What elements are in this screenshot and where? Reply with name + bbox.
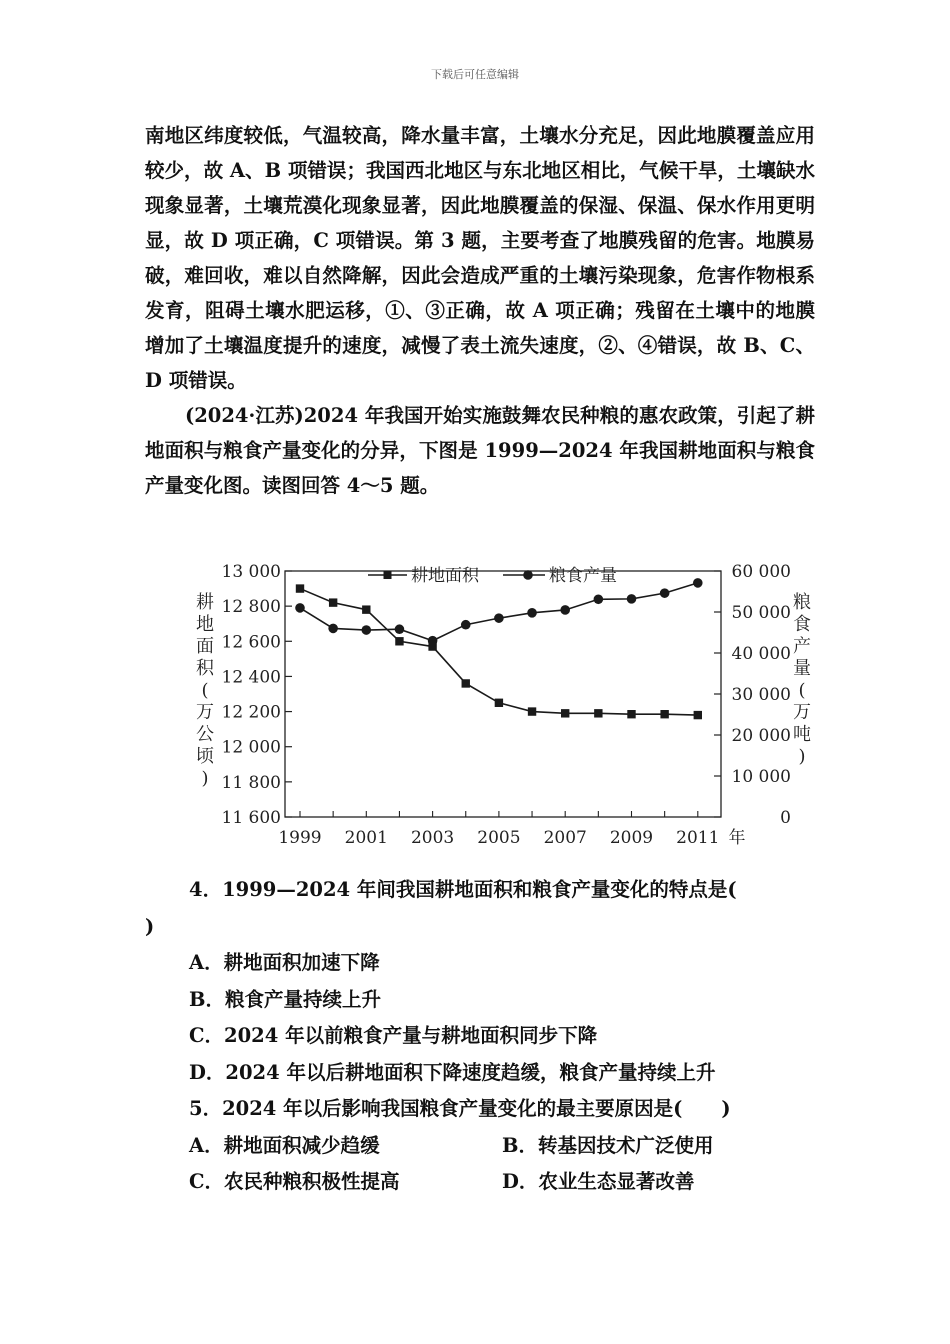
data-point-square: [528, 707, 536, 715]
x-axis-tick-label: 2003: [410, 828, 455, 848]
legend-label: 粮食产量: [549, 566, 617, 586]
left-axis-tick-label: 12 400: [221, 667, 281, 688]
right-axis-tick-label: 20 000: [731, 726, 791, 746]
data-point-circle: [627, 594, 637, 604]
left-axis-tick-label: 13 000: [221, 562, 281, 582]
data-point-square: [660, 710, 668, 718]
paragraph-intro: (2024·江苏)2024 年我国开始实施鼓舞农民种粮的惠农政策，引起了耕地面积与粮食产量变化的分异，下图是 1999—2024 年我国耕地面积与粮食产量变化图。读图回答 4～5 题。: [145, 404, 815, 497]
legend-label: 耕地面积: [411, 566, 479, 586]
left-axis-tick-label: 12 000: [221, 737, 281, 758]
right-axis-label: 粮食产量(万吨): [793, 592, 811, 767]
series-line-粮食产量: [300, 583, 698, 641]
data-point-square: [329, 598, 337, 606]
page-header: 下载后可任意编辑: [431, 68, 519, 81]
q4-option-b[interactable]: B．粮食产量持续上升: [189, 987, 381, 1011]
data-point-circle: [660, 588, 670, 598]
left-axis-tick-label: 11 800: [221, 772, 281, 793]
plot-frame: [285, 571, 721, 817]
line-chart: [185, 556, 811, 856]
paragraph-explanation: 南地区纬度较低，气温较高，降水量丰富，土壤水分充足，因此地膜覆盖应用较少，故 A、B 项错误；我国西北地区与东北地区相比，气候干旱，土壤缺水现象显著，土壤荒漠化现象显著，因此地膜覆盖的保湿、保温、保水作用更明显，故 D 项正确，C 项错误。第 3 题，主要考查了地膜残留的危害。地膜易破，难回收，难以自然降解，因此会造成严重的土壤污染现象，危害作物根系发育，阻碍土壤水肥运移，①、③正确，故 A 项正确；残留在土壤中的地膜增加了土壤温度提升的速度，减慢了表土流失速度，②、④错误，故 B、C、D 项错误。: [145, 124, 815, 392]
data-point-circle: [560, 605, 570, 615]
legend-marker-square: [384, 571, 392, 579]
x-axis-tick-label: 2011: [676, 828, 720, 848]
data-point-square: [694, 711, 702, 719]
x-axis-unit-label: 年: [728, 828, 746, 848]
questions: [145, 872, 815, 1201]
data-point-circle: [328, 624, 338, 634]
q5-option-d[interactable]: D．农业生态显著改善: [502, 1170, 695, 1193]
series-line-耕地面积: [300, 589, 698, 716]
right-axis-tick-label: 60 000: [731, 562, 791, 582]
q4-option-d[interactable]: D．2024 年以后耕地面积下降速度趋缓，粮食产量持续上升: [189, 1060, 716, 1084]
q5-option-a[interactable]: A．耕地面积减少趋缓: [189, 1133, 380, 1157]
right-axis-tick-label: 0: [780, 808, 791, 828]
right-axis-tick-label: 50 000: [731, 603, 791, 623]
right-axis-tick-label: 30 000: [731, 685, 791, 705]
x-axis-tick-label: 2001: [344, 828, 388, 848]
data-point-square: [395, 637, 403, 645]
data-point-circle: [494, 613, 504, 623]
q5-options-row-2: [145, 1164, 815, 1201]
q4-stem: 4．1999—2024 年间我国耕地面积和粮食产量变化的特点是(: [189, 878, 737, 901]
data-point-square: [296, 584, 304, 592]
q5-stem: 5．2024 年以后影响我国粮食产量变化的最主要原因是( ): [189, 1097, 731, 1120]
data-point-circle: [295, 603, 305, 613]
chart-svg: [185, 556, 811, 856]
left-axis-label: 耕地面积(万公顷): [196, 592, 214, 789]
data-point-square: [561, 709, 569, 717]
data-point-circle: [461, 620, 471, 630]
right-axis-tick-label: 10 000: [731, 767, 791, 787]
data-point-circle: [693, 578, 703, 588]
q5-options-row-1: [145, 1128, 815, 1165]
x-axis-tick-label: 2005: [477, 828, 521, 848]
data-point-circle: [428, 636, 438, 646]
q4-option-c[interactable]: C．2024 年以前粮食产量与耕地面积同步下降: [189, 1024, 598, 1047]
q4-option-a[interactable]: A．耕地面积加速下降: [189, 951, 380, 974]
data-point-circle: [361, 625, 371, 635]
data-point-square: [462, 679, 470, 687]
right-axis-tick-label: 40 000: [731, 644, 791, 664]
data-point-square: [495, 699, 503, 707]
answer-explanation: [145, 118, 815, 503]
x-axis-tick-label: 1999: [278, 828, 322, 848]
data-point-square: [594, 709, 602, 717]
data-point-square: [627, 710, 635, 718]
left-axis-tick-label: 11 600: [221, 808, 281, 828]
x-axis-tick-label: 2009: [609, 828, 654, 848]
left-axis-tick-label: 12 200: [221, 702, 281, 723]
q4-stem-end: ): [145, 914, 155, 938]
x-axis-tick-label: 2007: [543, 828, 587, 848]
data-point-circle: [395, 624, 405, 634]
legend-marker-circle: [523, 570, 533, 580]
q5-option-b[interactable]: B．转基因技术广泛使用: [502, 1133, 714, 1157]
data-point-circle: [594, 594, 604, 604]
data-point-square: [362, 605, 370, 613]
q5-option-c[interactable]: C．农民种粮积极性提高: [189, 1170, 400, 1193]
left-axis-tick-label: 12 800: [221, 597, 281, 618]
left-axis-tick-label: 12 600: [221, 632, 281, 653]
data-point-circle: [527, 608, 537, 618]
